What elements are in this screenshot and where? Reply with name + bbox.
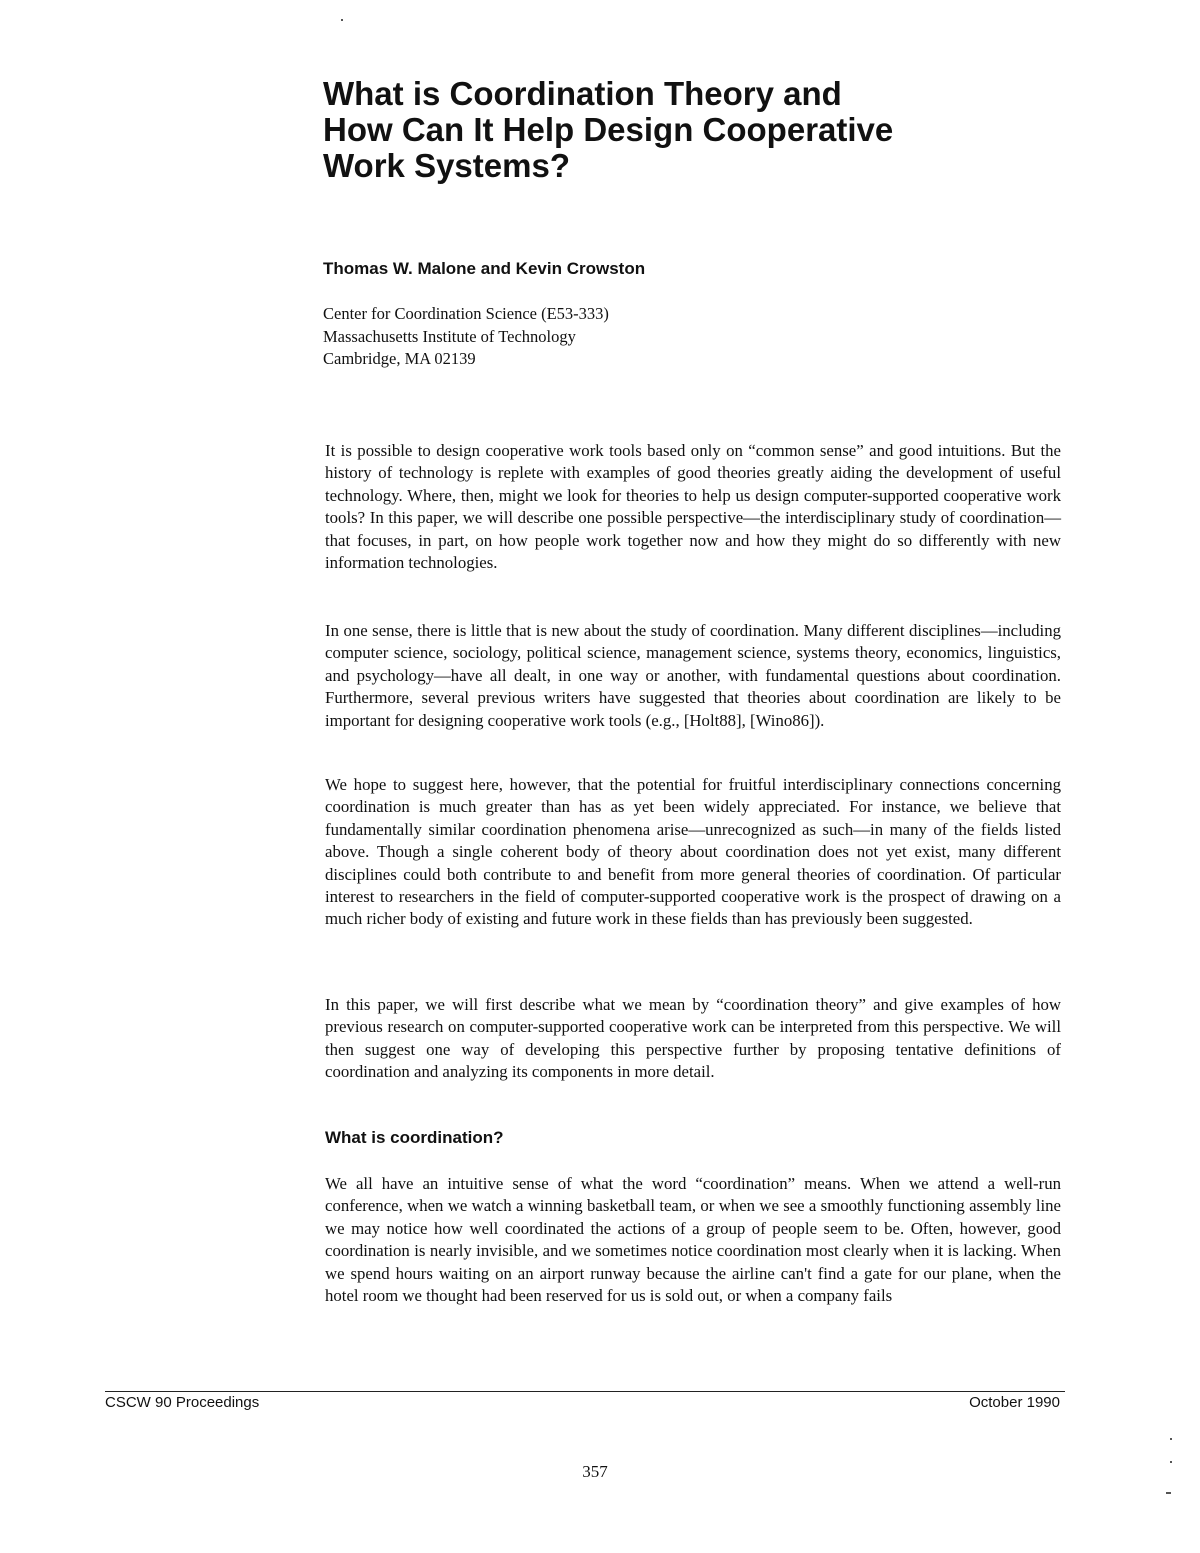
paper-title [323,76,1023,184]
body-paragraph: In this paper, we will first describe what we mean by “coordination theory” and give examples of how previous research on computer-supported cooperative work can be interpreted from this perspective. We will then suggest one way of developing this perspective further by proposing tentative definitions of coordination and analyzing its components in more detail. [325,995,1061,1082]
author-list: Thomas W. Malone and Kevin Crowston [323,259,646,278]
footer-divider [105,1391,1065,1392]
body-paragraph: We hope to suggest here, however, that the potential for fruitful interdisciplinary connections concerning coordination is much greater than has as yet been widely appreciated. For instance, we believe that fundamentally similar coordination phenomena arise—unrecognized as such—in many of the fields listed above. Though a single coherent body of theory about coordination does not yet exist, many different disciplines could both contribute to and benefit from more general theories of coordination. Of particular interest to researchers in the field of computer-supported cooperative work is the prospect of drawing on a much richer body of existing and future work in these fields than has previously been suggested. [325,775,1061,929]
body-paragraph: In one sense, there is little that is new about the study of coordination. Many different disciplines—including computer science, sociology, political science, management science, systems theory, economics, linguistics, and psychology—have all dealt, in one way or another, with fundamental questions about coordination. Furthermore, several previous writers have suggested that theories about coordination are likely to be important for designing cooperative work tools (e.g., [Holt88], [Wino86]). [325,621,1061,730]
page-number: 357 [582,1462,608,1481]
affiliation-line: Cambridge, MA 02139 [323,349,476,368]
title-line: What is Coordination Theory and [323,75,842,112]
affiliation-line: Center for Coordination Science (E53-333) [323,304,609,323]
affiliation-block [323,303,609,371]
scan-speck [341,19,343,21]
footer-date: October 1990 [969,1394,1060,1411]
scan-speck [1166,1492,1171,1494]
body-paragraph: We all have an intuitive sense of what the word “coordination” means. When we attend a well-run conference, when we watch a winning basketball team, or when we see a smoothly functioning assembly line we may notice how well coordinated the actions of a group of people seem to be. Often, however, good coordination is nearly invisible, and we sometimes notice coordination most clearly when it is lacking. When we spend hours waiting on an airport runway because the airline can't find a gate for our plane, when the hotel room we thought had been reserved for us is sold out, or when a company fails [325,1174,1061,1306]
section-heading: What is coordination? [325,1128,504,1147]
body-paragraph: It is possible to design cooperative work tools based only on “common sense” and good intuitions. But the history of technology is replete with examples of good theories greatly aiding the development of useful technology. Where, then, might we look for theories to help us design computer-supported cooperative work tools? In this paper, we will describe one possible perspective—the interdisciplinary study of coordination—that focuses, in part, on how people work together now and how they might do so differently with new information technologies. [325,441,1061,573]
affiliation-line: Massachusetts Institute of Technology [323,326,576,346]
scan-speck [1170,1461,1172,1463]
scan-speck [1170,1438,1172,1440]
title-line: Work Systems? [323,147,570,184]
title-line: How Can It Help Design Cooperative [323,111,894,148]
footer-proceedings: CSCW 90 Proceedings [105,1394,260,1411]
